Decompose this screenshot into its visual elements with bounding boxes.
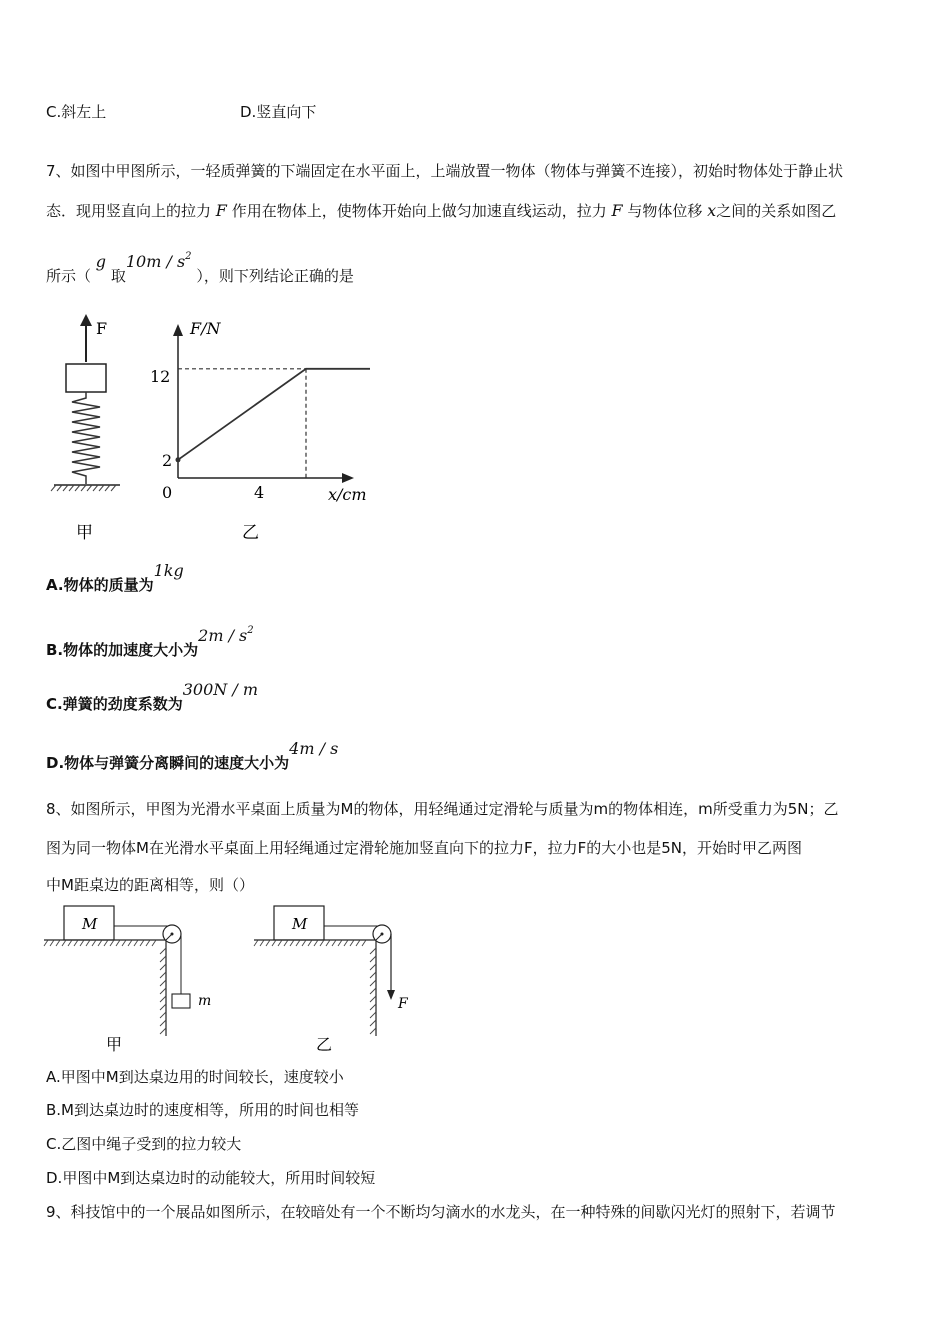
q8-option-c[interactable]: C.乙图中绳子受到的拉力较大: [46, 1135, 242, 1153]
q7-option-a[interactable]: [46, 561, 184, 596]
q8-option-a[interactable]: A.甲图中M到达桌边用的时间较长，速度较小: [46, 1068, 344, 1086]
force-label-F: F: [398, 996, 408, 1012]
q7-line2c: 与物体位移: [627, 202, 703, 220]
q7-option-a-math: 1kg: [153, 561, 184, 580]
q7-x-symbol: x: [707, 201, 717, 220]
force-arrow-head: [387, 990, 395, 1000]
fx-chart: [150, 319, 370, 543]
fx-origin-label: 0: [162, 483, 173, 502]
q8-option-b[interactable]: B.M到达桌边时的速度相等，所用的时间也相等: [46, 1101, 360, 1119]
q7-option-d[interactable]: [46, 739, 339, 774]
spring-block: [66, 364, 106, 392]
fx-x-tick: 4: [254, 483, 265, 502]
q7-F-symbol: F: [215, 201, 227, 220]
q7-line2d: 之间的关系如图乙: [716, 202, 837, 220]
q7-line2: [46, 200, 836, 222]
hanging-mass-m: [172, 994, 190, 1008]
q7-option-b-math-text: 2m / s: [198, 626, 248, 645]
q7-line2a: 态．现用竖直向上的拉力: [46, 202, 212, 220]
q8-line3: 中M距桌边的距离相等，则（）: [46, 876, 254, 894]
q7-g-symbol: g: [95, 252, 107, 271]
q7-option-c-math: 300N / m: [182, 680, 258, 699]
pulley-setup-left: [44, 906, 211, 1054]
q7-option-c-text: C.弹簧的劲度系数为: [46, 695, 183, 713]
fx-y-tick-bottom: 2: [162, 451, 173, 470]
q7-qu: 取: [110, 267, 126, 285]
q7-line2b: 作用在物体上，使物体开始向上做匀加速直线运动，拉力: [231, 202, 607, 220]
chart-caption: 乙: [242, 523, 259, 543]
block-M-left-label: M: [82, 915, 98, 933]
figure-caption-left: 甲: [106, 1035, 123, 1054]
fx-start-point: [176, 457, 181, 462]
q7-figure: [46, 312, 386, 548]
q7-option-d-text: D.物体与弹簧分离瞬间的速度大小为: [46, 754, 290, 772]
fx-series-line: [178, 369, 370, 460]
q7-line1: 7、如图中甲图所示，一轻质弹簧的下端固定在水平面上，上端放置一物体（物体与弹簧不连接），初始时物体处于静止状: [46, 162, 844, 180]
prev-option-d: D.竖直向下: [240, 103, 317, 121]
q7-option-a-text: A.物体的质量为: [46, 576, 154, 594]
spring-caption: 甲: [76, 523, 93, 543]
fx-y-tick-top: 12: [150, 367, 171, 386]
q7-option-b-text: B.物体的加速度大小为: [46, 641, 199, 659]
q7-option-b[interactable]: [46, 625, 254, 661]
figure-caption-right: 乙: [316, 1035, 333, 1054]
spring-coil: [72, 392, 100, 484]
q7-option-c[interactable]: [46, 680, 258, 715]
q9-line1: 9、科技馆中的一个展品如图所示，在较暗处有一个不断均匀滴水的水龙头，在一种特殊的间歇闪光灯的照射下，若调节: [46, 1203, 836, 1221]
q8-figure: [40, 900, 430, 1060]
fx-y-label: F/N: [190, 319, 221, 338]
spring-diagram: [51, 314, 120, 543]
prev-option-c: C.斜左上: [46, 103, 107, 121]
pulley-setup-right: [254, 906, 409, 1054]
spring-force-label: F: [96, 319, 108, 338]
q7-F-symbol-2: F: [611, 201, 623, 220]
q7-option-b-exponent: 2: [247, 625, 254, 636]
q8-option-d[interactable]: D.甲图中M到达桌边时的动能较大，所用时间较短: [46, 1169, 376, 1187]
q8-line1: 8、如图所示，甲图为光滑水平桌面上质量为M的物体，用轻绳通过定滑轮与质量为m的物体相连，m所受重力为5N；乙: [46, 800, 839, 818]
q8-line2: 图为同一物体M在光滑水平桌面上用轻绳通过定滑轮施加竖直向下的拉力F，拉力F的大小也是5N，开始时甲乙两图: [46, 839, 802, 857]
hanging-mass-label: m: [198, 993, 212, 1009]
fx-x-label: x/cm: [328, 485, 367, 504]
q7-g-value: [126, 252, 192, 271]
q7-line3b: ），则下列结论正确的是: [196, 267, 354, 285]
q7-line3: [46, 251, 354, 287]
q7-g-exponent: 2: [185, 251, 192, 262]
block-M-right-label: M: [292, 915, 308, 933]
q7-line3a: 所示（: [46, 267, 92, 285]
q7-option-d-math: 4m / s: [289, 739, 339, 758]
q7-option-b-math: [198, 626, 254, 645]
q7-g-value-text: 10m / s: [125, 252, 186, 271]
